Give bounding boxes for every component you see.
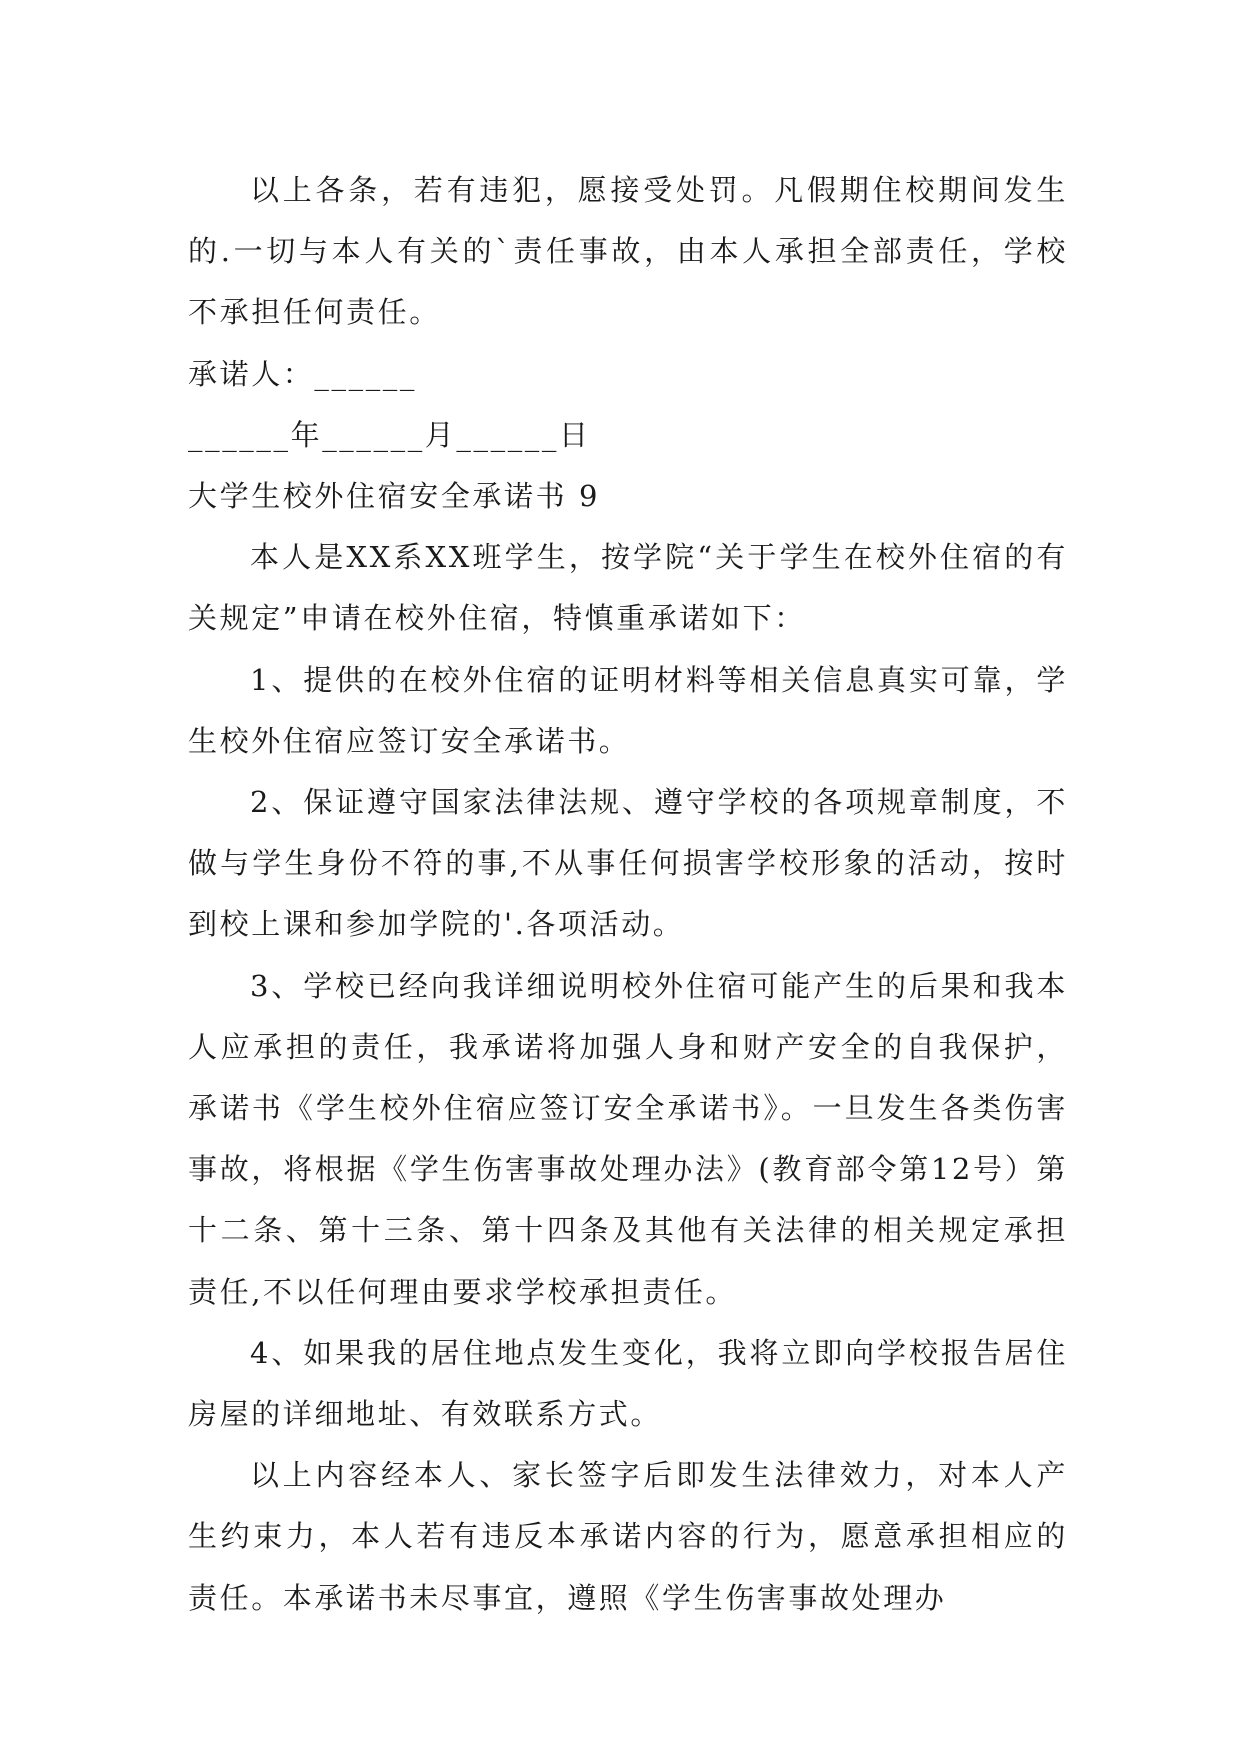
intro-paragraph: 本人是XX系XX班学生，按学院“关于学生在校外住宿的有关规定”申请在校外住宿，特慎重承诺如下： xyxy=(188,540,1068,636)
penalty-paragraph: 以上各条，若有违犯，愿接受处罚。凡假期住校期间发生的.一切与本人有关的`责任事故，由本人承担全部责任，学校不承担任何责任。 xyxy=(188,173,1068,330)
item-2-paragraph: 2、保证遵守国家法律法规、遵守学校的各项规章制度，不做与学生身份不符的事,不从事任何损害学校形象的活动，按时到校上课和参加学院的'.各项活动。 xyxy=(188,785,1068,942)
item-1-paragraph: 1、提供的在校外住宿的证明材料等相关信息真实可靠，学生校外住宿应签订安全承诺书。 xyxy=(188,662,1068,758)
signer-line: 承诺人：______ xyxy=(188,356,418,391)
date-line: ______年______月______日 xyxy=(188,417,591,452)
item-4-paragraph: 4、如果我的居住地点发生变化，我将立即向学校报告居住房屋的详细地址、有效联系方式。 xyxy=(188,1335,1068,1432)
closing-paragraph: 以上内容经本人、家长签字后即发生法律效力，对本人产生约束力，本人若有违反本承诺内容的行为，愿意承担相应的责任。本承诺书未尽事宜，遵照《学生伤害事故处理办 xyxy=(188,1458,1068,1615)
section-title: 大学生校外住宿安全承诺书 9 xyxy=(188,479,601,514)
document-body xyxy=(188,160,1068,1629)
item-3-paragraph: 3、学校已经向我详细说明校外住宿可能产生的后果和我本人应承担的责任，我承诺将加强人身和财产安全的自我保护，承诺书《学生校外住宿应签订安全承诺书》。一旦发生各类伤害事故，将根据《学生伤害事故处理办法》(教育部令第12号）第十二条、第十三条、第十四条及其他有关法律的相关规定承担责任,不以任何理由要求学校承担责任。 xyxy=(188,968,1068,1309)
